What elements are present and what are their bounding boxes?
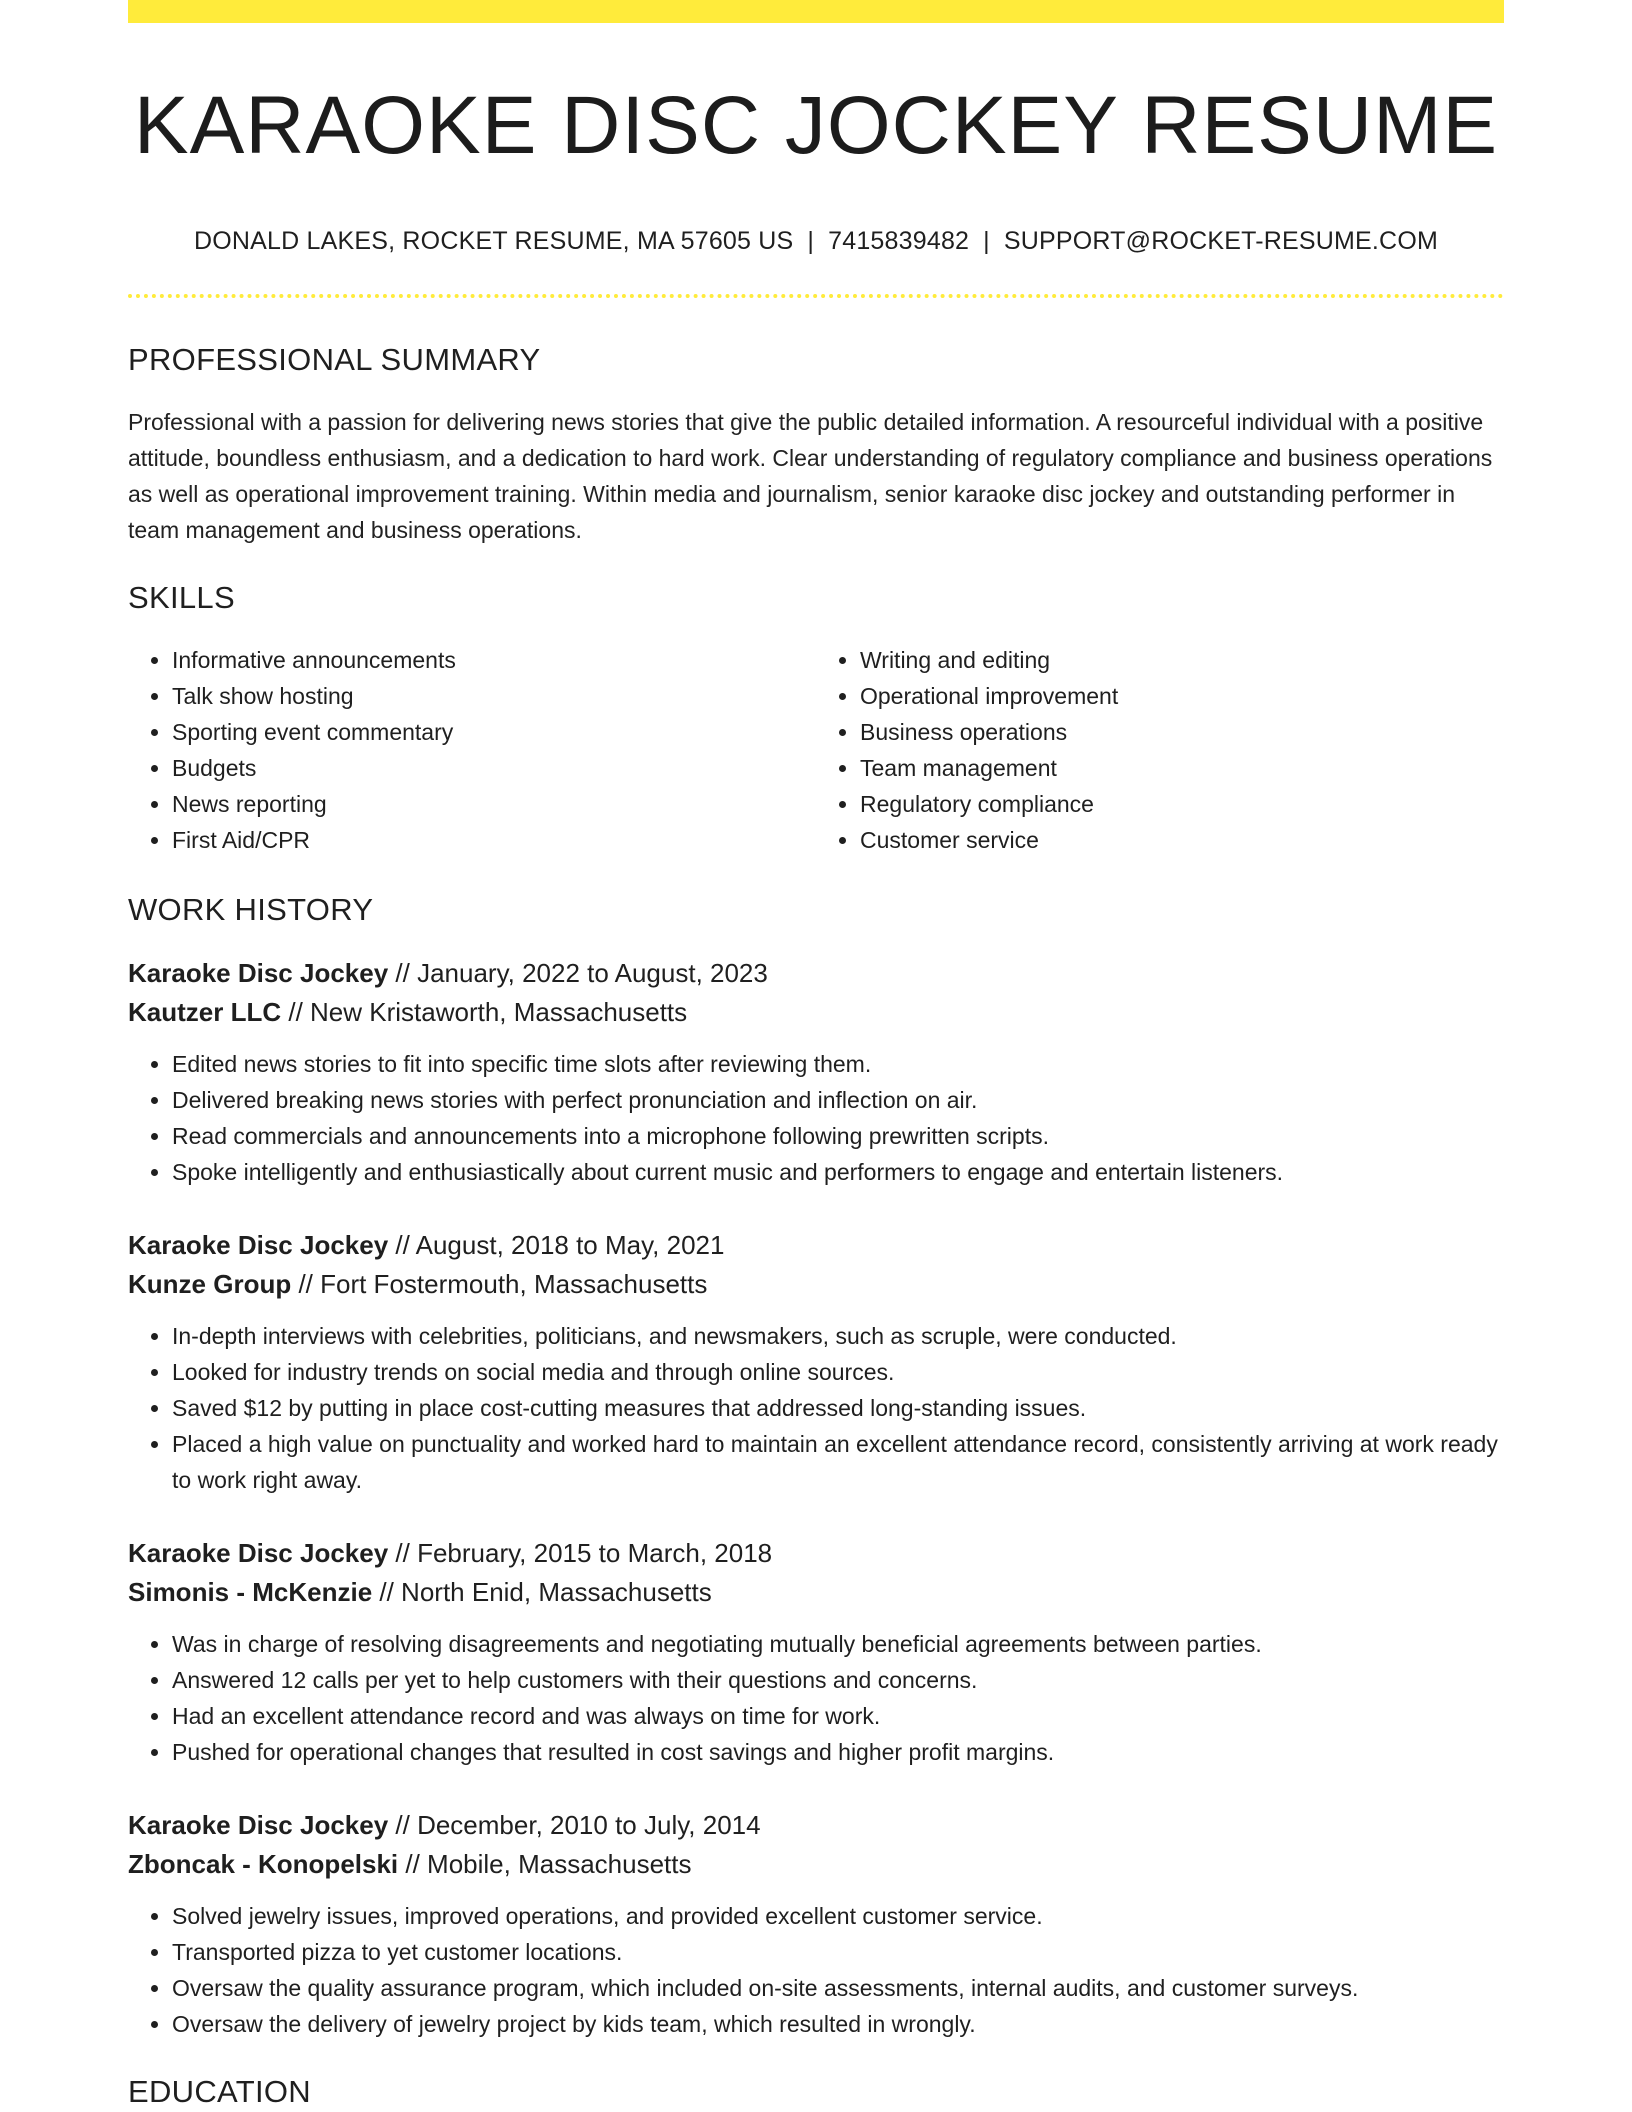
skill-item: • Talk show hosting [172,678,816,714]
work-history-section [128,892,1504,2042]
job-bullet: • Solved jewelry issues, improved operations, and provided excellent customer service. [172,1898,1504,1934]
job-company-line [128,1265,1504,1304]
job-dates: // August, 2018 to May, 2021 [388,1230,725,1261]
skill-item: • News reporting [172,786,816,822]
skills-section [128,580,1504,858]
skill-item: • Sporting event commentary [172,714,816,750]
job-dates: // February, 2015 to March, 2018 [388,1538,773,1569]
job-bullet: • Looked for industry trends on social media and through online sources. [172,1354,1504,1390]
job-title: Karaoke Disc Jockey [128,1538,389,1569]
job-title: Karaoke Disc Jockey [128,1810,389,1841]
education-heading: EDUCATION [128,2074,311,2110]
job-company: Simonis - McKenzie [128,1577,373,1608]
skill-item: • Customer service [860,822,1504,858]
job-bullet: • Answered 12 calls per yet to help customers with their questions and concerns. [172,1662,1504,1698]
job-bullet: • Delivered breaking news stories with perfect pronunciation and inflection on air. [172,1082,1504,1118]
skill-item: • Operational improvement [860,678,1504,714]
job-bullet: • Read commercials and announcements into a microphone following prewritten scripts. [172,1118,1504,1154]
job-company: Zboncak - Konopelski [128,1849,399,1880]
job-location: // North Enid, Massachusetts [372,1577,712,1608]
job-bullets [128,1626,1504,1770]
job-bullets [128,1318,1504,1498]
job-bullet: • Saved $12 by putting in place cost-cutting measures that addressed long-standing issues. [172,1390,1504,1426]
education-section [128,2074,1504,2110]
skill-item: • Informative announcements [172,642,816,678]
job-company-line [128,1845,1504,1884]
skills-columns [128,642,1504,858]
job-bullets [128,1046,1504,1190]
skill-item: • Writing and editing [860,642,1504,678]
job-location: // Mobile, Massachusetts [398,1849,692,1880]
job-location: // New Kristaworth, Massachusetts [281,997,688,1028]
job-company: Kautzer LLC [128,997,282,1028]
job-bullet: • Pushed for operational changes that resulted in cost savings and higher profit margins. [172,1734,1504,1770]
job-entry [128,954,1504,1190]
job-dates: // December, 2010 to July, 2014 [388,1810,761,1841]
skills-list-left [128,642,816,858]
skill-item: • Team management [860,750,1504,786]
resume-title: KARAOKE DISC JOCKEY RESUME [133,80,1499,171]
summary-section [128,342,1504,548]
summary-heading: PROFESSIONAL SUMMARY [128,342,541,378]
skill-item: • Budgets [172,750,816,786]
job-company-line [128,993,1504,1032]
job-bullet: • Transported pizza to yet customer locations. [172,1934,1504,1970]
skill-item: • First Aid/CPR [172,822,816,858]
job-entry [128,1534,1504,1770]
contact-address: DONALD LAKES, ROCKET RESUME, MA 57605 US [194,227,794,256]
contact-separator: | [983,227,990,256]
job-dates: // January, 2022 to August, 2023 [388,958,768,989]
job-bullet: • Had an excellent attendance record and was always on time for work. [172,1698,1504,1734]
work-history-heading: WORK HISTORY [128,892,374,928]
job-location: // Fort Fostermouth, Massachusetts [291,1269,708,1300]
job-entry [128,1806,1504,2042]
job-title: Karaoke Disc Jockey [128,958,389,989]
skills-list-right [816,642,1504,858]
job-bullet: • Was in charge of resolving disagreements and negotiating mutually beneficial agreements between parties. [172,1626,1504,1662]
job-title-line [128,1226,1504,1265]
contact-email: SUPPORT@ROCKET-RESUME.COM [1003,227,1438,256]
job-bullet: • Edited news stories to fit into specific time slots after reviewing them. [172,1046,1504,1082]
contact-separator: | [807,227,815,256]
summary-text: Professional with a passion for delivering news stories that give the public detailed information. A resourceful individual with a positive attitude, boundless enthusiasm, and a dedication to hard work. Clear understanding of regulatory compliance and business operations as well as operational improvement training. Within media and journalism, senior karaoke disc jockey and outstanding performer in team management and business operations. [128,409,1493,544]
job-title-line [128,954,1504,993]
job-company: Kunze Group [128,1269,292,1300]
job-company-line [128,1573,1504,1612]
dotted-divider [128,294,1504,298]
job-bullet: • Spoke intelligently and enthusiastically about current music and performers to engage and entertain listeners. [172,1154,1504,1190]
job-bullet: • In-depth interviews with celebrities, politicians, and newsmakers, such as scruple, were conducted. [172,1318,1504,1354]
contact-phone: 7415839482 [828,227,970,256]
job-bullet: • Oversaw the delivery of jewelry project by kids team, which resulted in wrongly. [172,2006,1504,2042]
job-bullets [128,1898,1504,2042]
contact-line [128,227,1504,256]
skill-item: • Business operations [860,714,1504,750]
top-accent-bar [128,0,1504,23]
skills-heading: SKILLS [128,580,235,616]
job-entry [128,1226,1504,1498]
skill-item: • Regulatory compliance [860,786,1504,822]
resume-page [128,0,1504,2110]
job-bullet: • Placed a high value on punctuality and worked hard to maintain an excellent attendance record, consistently arriving at work ready to work right away. [172,1426,1504,1498]
job-title-line [128,1806,1504,1845]
job-title: Karaoke Disc Jockey [128,1230,389,1261]
job-bullet: • Oversaw the quality assurance program, which included on-site assessments, internal audits, and customer surveys. [172,1970,1504,2006]
job-title-line [128,1534,1504,1573]
